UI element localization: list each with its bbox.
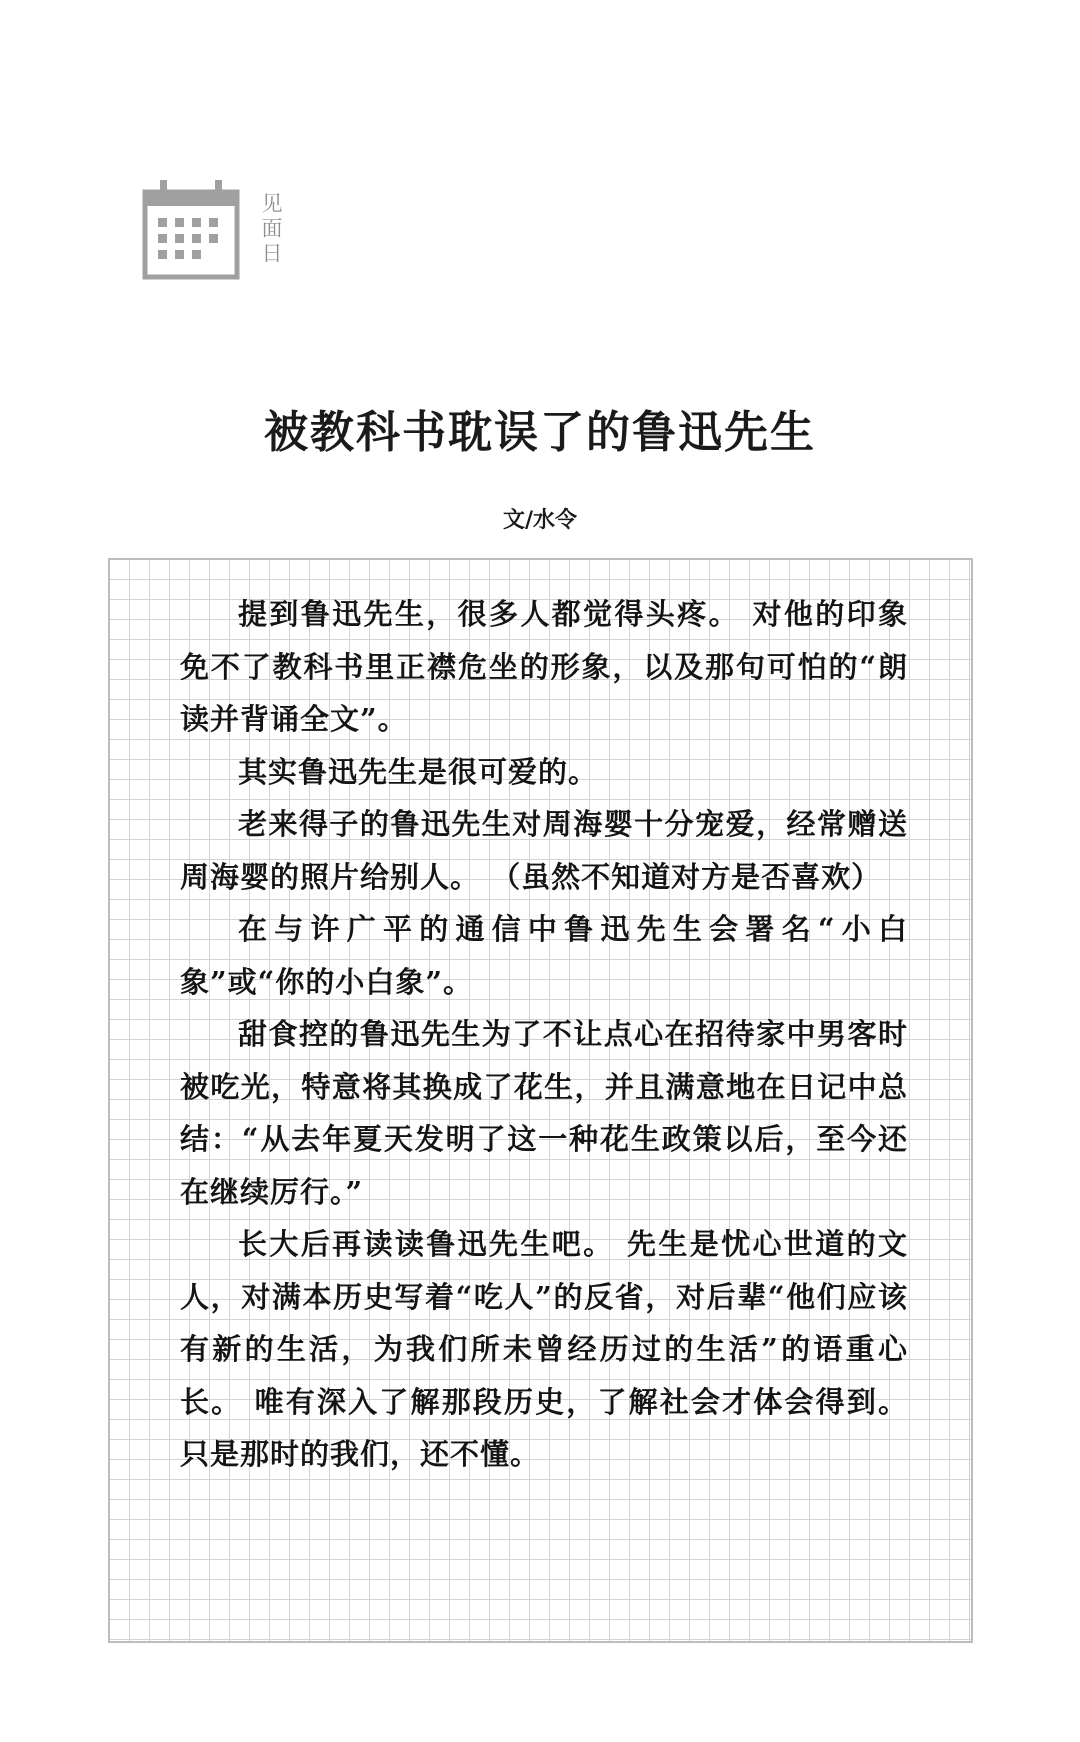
section-label: 见面日 [259,192,283,267]
paragraph: 在与许广平的通信中鲁迅先生会署名“小白象”或“你的小白象”。 [180,912,908,999]
author-byline: 文/水令 [502,507,578,533]
paragraph: 甜食控的鲁迅先生为了不让点心在招待家中男客时被吃光，特意将其换成了花生，并且满意地在日记中总结：“从去年夏天发明了这一种花生政策以后，至今还在继续厉行。” [180,1017,908,1209]
article-title: 被教科书耽误了的鲁迅先生 [264,407,816,458]
paragraph: 老来得子的鲁迅先生对周海婴十分宠爱，经常赠送周海婴的照片给别人。 （虽然不知道对方是否喜欢） [180,807,908,894]
calendar-icon [142,180,240,280]
paragraph: 提到鲁迅先生，很多人都觉得头疼。 对他的印象免不了教科书里正襟危坐的形象，以及那句可怕的“朗读并背诵全文”。 [180,597,908,736]
article-body [180,588,908,1481]
paragraph: 其实鲁迅先生是很可爱的。 [238,754,599,789]
paragraph: 长大后再读读鲁迅先生吧。 先生是忧心世道的文人，对满本历史写着“吃人”的反省，对后辈“他们应该有新的生活，为我们所未曾经历过的生活”的语重心长。 唯有深入了解那段历史，了解社会才体会得到。 只是那时的我们，还不懂。 [180,1227,908,1471]
